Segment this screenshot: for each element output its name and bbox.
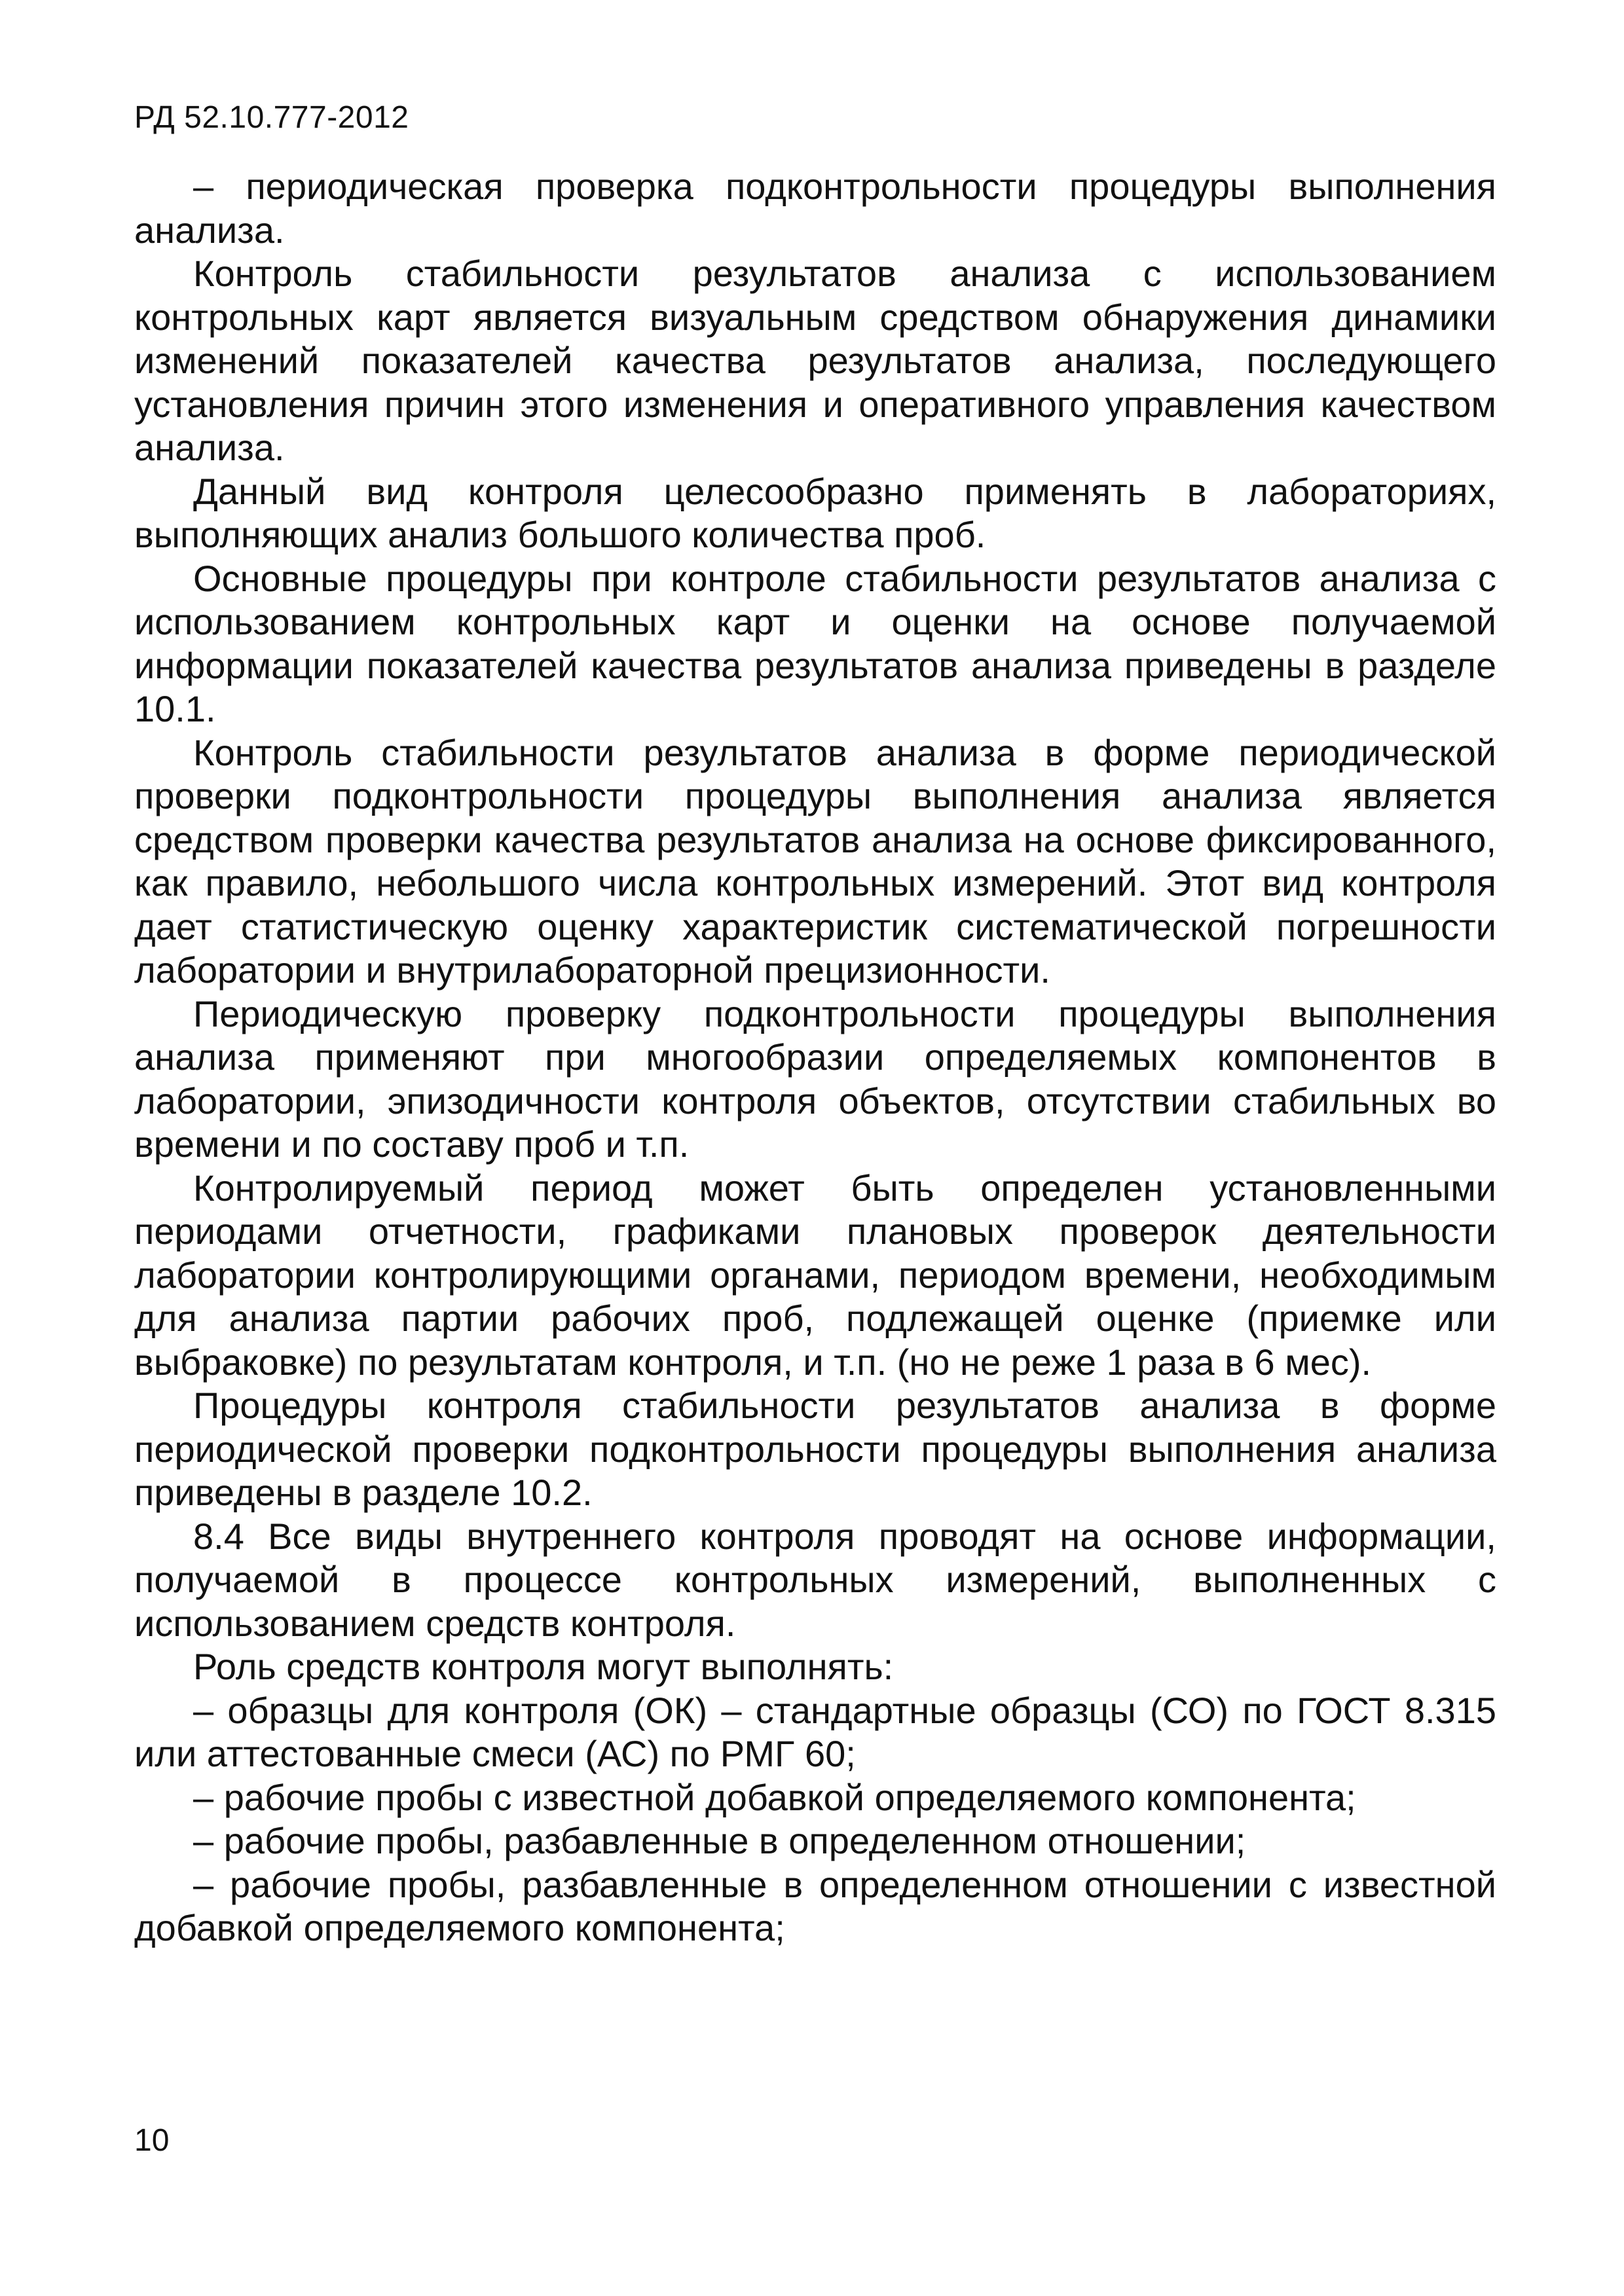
paragraph-controlled-period: Контролируемый период может быть определен установленными периодами отчетности, графиками плановых проверок деятельности лаборатории контролирующими органами, периодом времени, необходимым для анализа партии рабочих проб, подлежащей оценке (приемке или выбраковке) по результатам контроля, и т.п. (но не реже 1 раза в 6 мес). xyxy=(134,1167,1496,1383)
list-item-samples-with-additive: – рабочие пробы с известной добавкой определяемого компонента; xyxy=(193,1776,1356,1818)
document-code-header: РД 52.10.777-2012 xyxy=(134,100,409,135)
list-item-diluted-samples: – рабочие пробы, разбавленные в определенном отношении; xyxy=(193,1820,1246,1861)
page-number: 10 xyxy=(134,2123,170,2158)
paragraph-section-8-4: 8.4 Все виды внутреннего контроля проводят на основе информации, получаемой в процессе контрольных измерений, выполненных с использованием средств контроля. xyxy=(134,1515,1496,1644)
paragraph-application: Данный вид контроля целесообразно применять в лабораториях, выполняющих анализ большого количества проб. xyxy=(134,470,1496,555)
paragraph-basic-procedures: Основные процедуры при контроле стабильности результатов анализа с использованием контрольных карт и оценки на основе получаемой информации показателей качества результатов анализа приведены в разделе 10.1. xyxy=(134,557,1496,729)
paragraph-control-charts: Контроль стабильности результатов анализа с использованием контрольных карт является визуальным средством обнаружения динамики изменений показателей качества результатов анализа, последующего установления причин этого изменения и оперативного управления качеством анализа. xyxy=(134,253,1496,468)
paragraph-periodic-check-usage: Периодическую проверку подконтрольности процедуры выполнения анализа применяют при многообразии определяемых компонентов в лаборатории, эпизодичности контроля объектов, отсутствии стабильных во времени и по составу проб и т.п. xyxy=(134,993,1496,1165)
paragraph-periodic-procedures: Процедуры контроля стабильности результатов анализа в форме периодической проверки подконтрольности процедуры выполнения анализа приведены в разделе 10.2. xyxy=(134,1385,1496,1513)
list-item-control-samples: – образцы для контроля (ОК) – стандартные образцы (СО) по ГОСТ 8.315 или аттестованные смеси (АС) по РМГ 60; xyxy=(134,1689,1496,1774)
paragraph-control-means-intro: Роль средств контроля могут выполнять: xyxy=(193,1646,894,1687)
list-item-diluted-samples-with-additive: – рабочие пробы, разбавленные в определенном отношении с известной добавкой определяемого компонента; xyxy=(134,1863,1496,1948)
paragraph-periodic-check-description: Контроль стабильности результатов анализа в форме периодической проверки подконтрольности процедуры выполнения анализа является средством проверки качества результатов анализа на основе фиксированного, как правило, небольшого числа контрольных измерений. Этот вид контроля дает статистическую оценку характеристик систематической погрешности лаборатории и внутрилабораторной прецизионности. xyxy=(134,731,1496,991)
page-body xyxy=(134,165,1496,1950)
paragraph-periodic-check-item: – периодическая проверка подконтрольности процедуры выполнения анализа. xyxy=(134,166,1496,251)
